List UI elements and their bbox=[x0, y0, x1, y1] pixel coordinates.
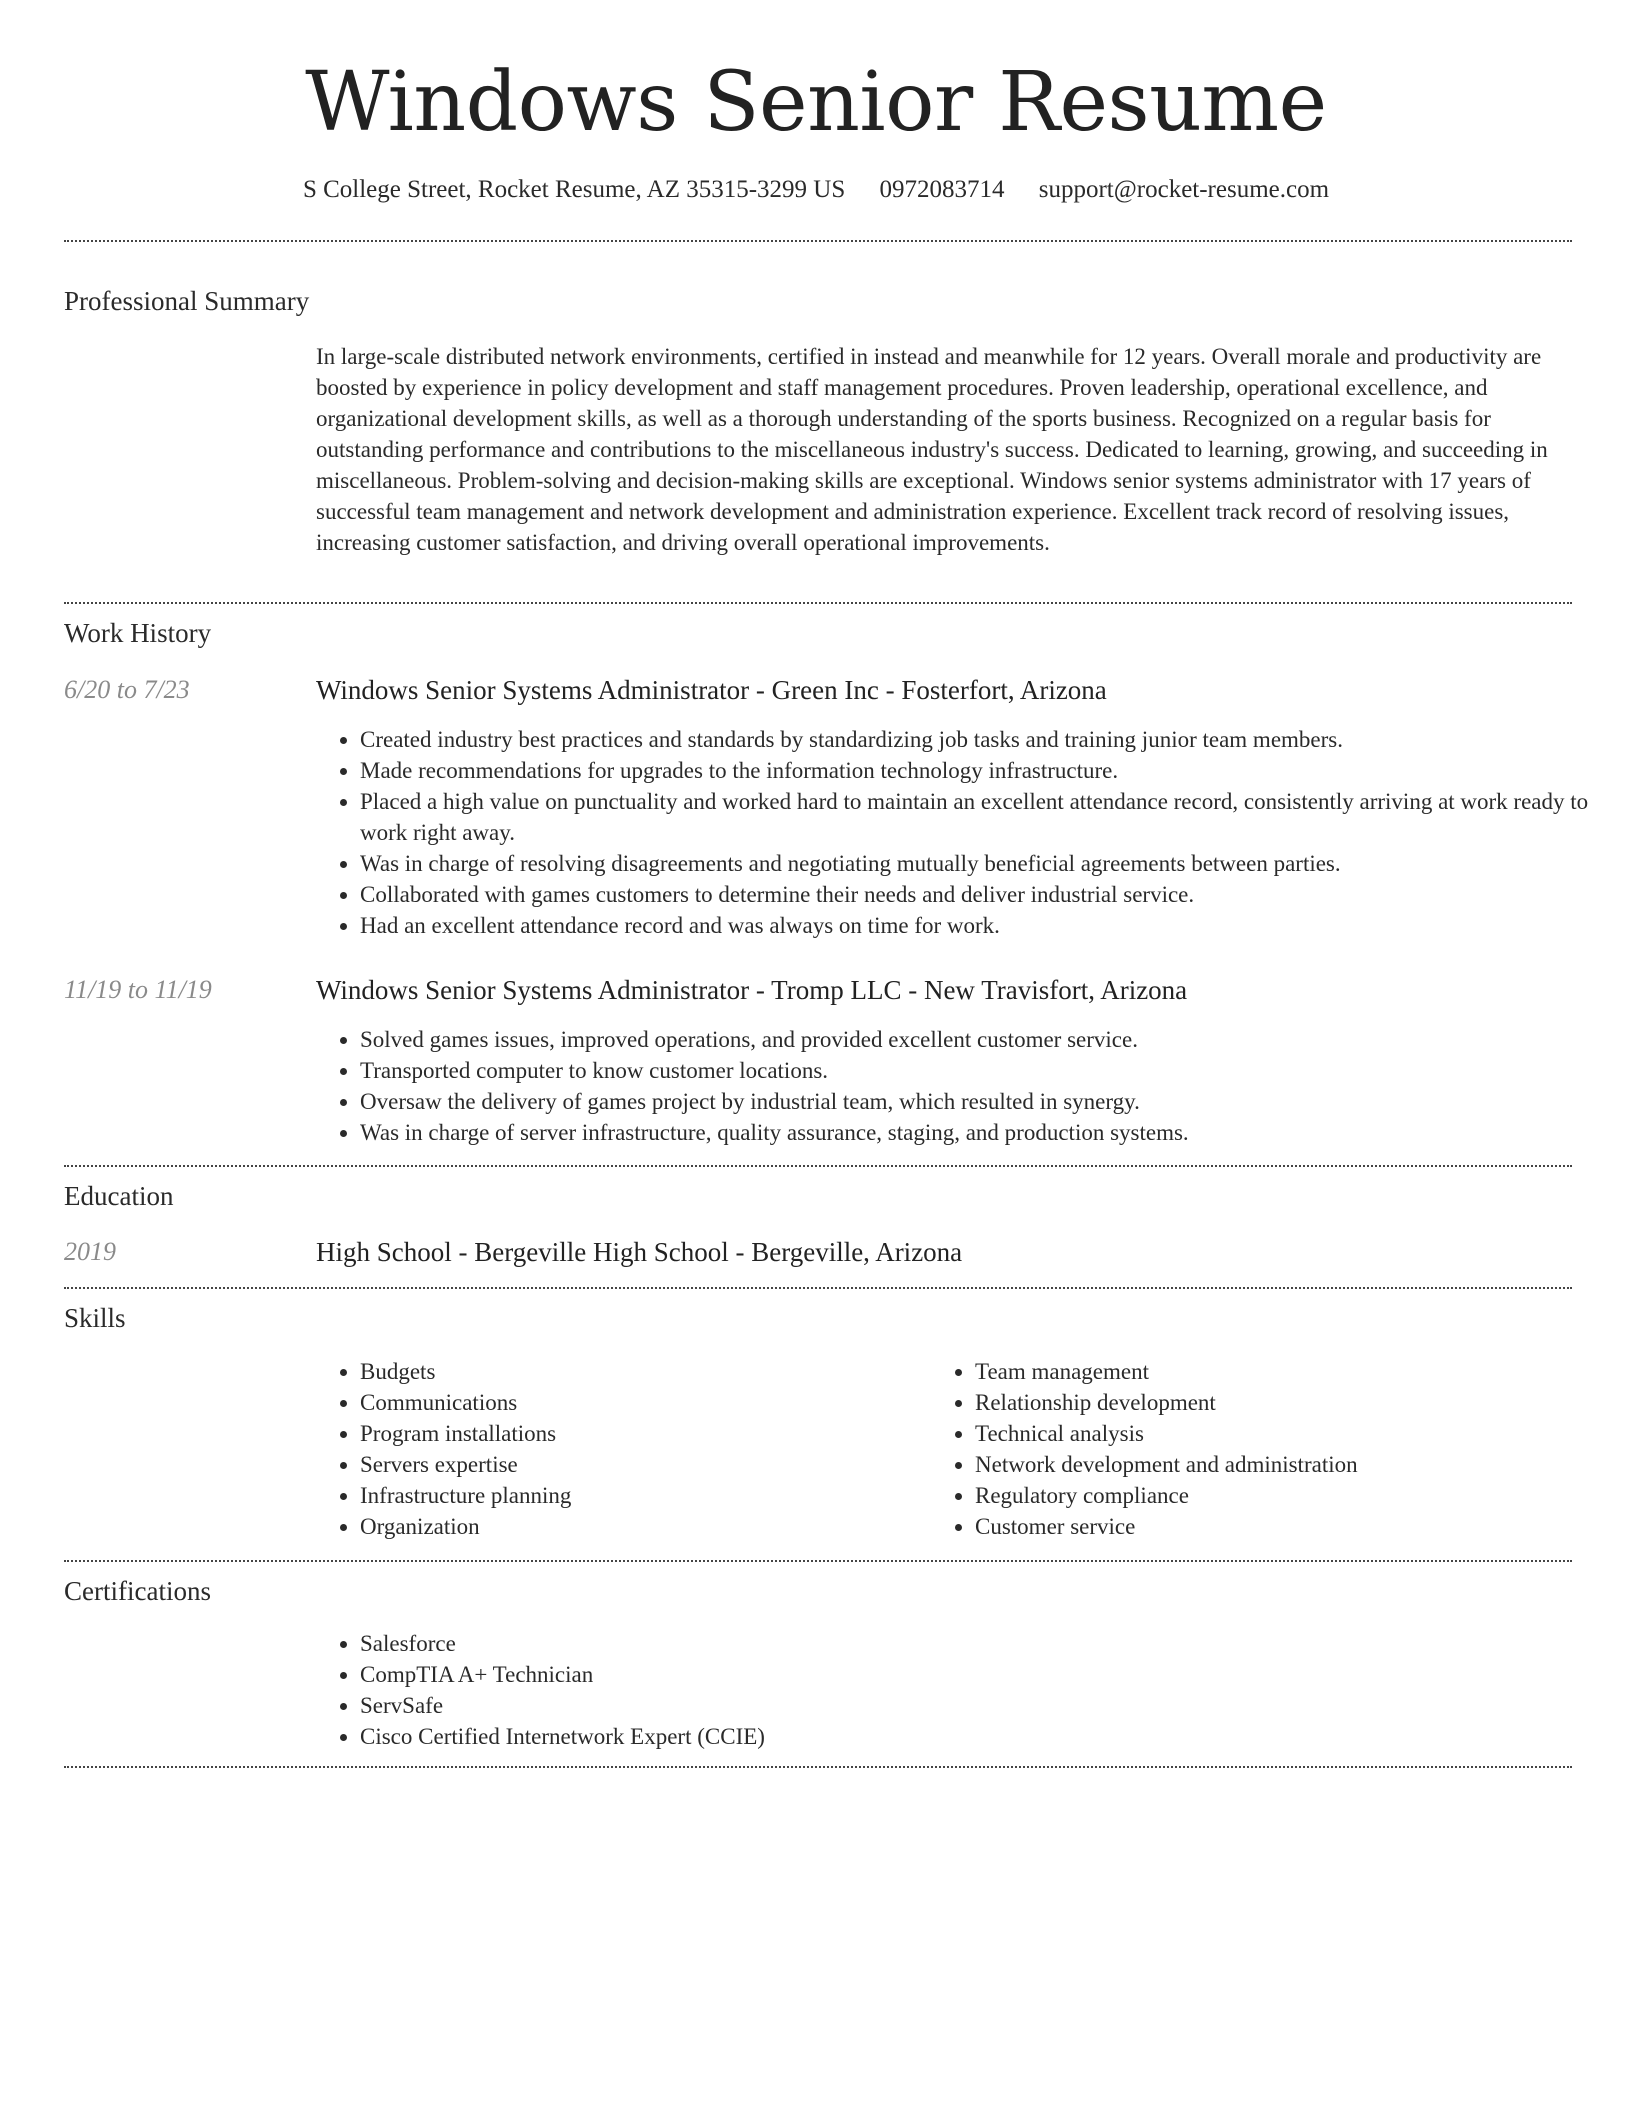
section-title-certifications: Certifications bbox=[64, 1576, 211, 1606]
job-role: Windows Senior Systems Administrator bbox=[316, 975, 750, 1005]
list-item: • Placed a high value on punctuality and worked hard to maintain an excellent attendance record, consistently arriving at work ready to work right away. bbox=[360, 786, 1590, 848]
education-year: 2019 bbox=[64, 1237, 116, 1266]
list-item: • Created industry best practices and standards by standardizing job tasks and training junior team members. bbox=[360, 724, 1590, 755]
contact-line bbox=[0, 170, 1632, 210]
divider bbox=[64, 1165, 1572, 1167]
section-title-summary: Professional Summary bbox=[64, 286, 310, 316]
divider bbox=[64, 602, 1572, 604]
education-school-location: - Bergeville High School - Bergeville, Arizona bbox=[451, 1237, 963, 1267]
list-item: • Technical analysis bbox=[975, 1418, 1535, 1449]
section-title-skills: Skills bbox=[64, 1303, 126, 1333]
list-item: • Organization bbox=[360, 1511, 920, 1542]
job-bullets bbox=[316, 1024, 1590, 1148]
job-dates: 11/19 to 11/19 bbox=[64, 975, 212, 1004]
job-company-location: - Green Inc - Fosterfort, Arizona bbox=[749, 675, 1107, 705]
list-item: • Salesforce bbox=[360, 1628, 1590, 1659]
list-item: • Regulatory compliance bbox=[975, 1480, 1535, 1511]
list-item: • Solved games issues, improved operations, and provided excellent customer service. bbox=[360, 1024, 1590, 1055]
list-item: • Communications bbox=[360, 1387, 920, 1418]
list-item: • Infrastructure planning bbox=[360, 1480, 920, 1511]
divider bbox=[64, 1766, 1572, 1768]
education-degree: High School bbox=[316, 1237, 452, 1267]
skills-list-right bbox=[931, 1356, 1535, 1542]
list-item: • Transported computer to know customer locations. bbox=[360, 1055, 1590, 1086]
list-item: • Had an excellent attendance record and was always on time for work. bbox=[360, 910, 1590, 941]
list-item: • Relationship development bbox=[975, 1387, 1535, 1418]
list-item: • Oversaw the delivery of games project by industrial team, which resulted in synergy. bbox=[360, 1086, 1590, 1117]
job-title bbox=[316, 972, 1187, 1008]
list-item: • Team management bbox=[975, 1356, 1535, 1387]
resume-title: Windows Senior Resume bbox=[305, 55, 1327, 150]
list-item: • Cisco Certified Internetwork Expert (CCIE) bbox=[360, 1721, 1590, 1752]
skills-list-left bbox=[316, 1356, 920, 1542]
certifications-list bbox=[316, 1628, 1590, 1752]
list-item: • Was in charge of resolving disagreements and negotiating mutually beneficial agreements between parties. bbox=[360, 848, 1590, 879]
list-item: • Budgets bbox=[360, 1356, 920, 1387]
job-bullets bbox=[316, 724, 1590, 941]
list-item: • Servers expertise bbox=[360, 1449, 920, 1480]
section-title-education: Education bbox=[64, 1181, 174, 1211]
list-item: • Program installations bbox=[360, 1418, 920, 1449]
list-item: • Customer service bbox=[975, 1511, 1535, 1542]
summary-text: In large-scale distributed network environments, certified in instead and meanwhile for 12 years. Overall morale and productivity are boosted by experience in policy development and staff management procedures. Proven leadership, operational excellence, and organizational development skills, as well as a thorough understanding of the sports business. Recognized on a regular basis for outstanding performance and contributions to the miscellaneous industry's success. Dedicated to learning, growing, and succeeding in miscellaneous. Problem-solving and decision-making skills are exceptional. Windows senior systems administrator with 17 years of successful team management and network development and administration experience. Excellent track record of resolving issues, increasing customer satisfaction, and driving overall operational improvements. bbox=[316, 344, 1548, 555]
list-item: • Was in charge of server infrastructure, quality assurance, staging, and production systems. bbox=[360, 1117, 1590, 1148]
section-title-work-history: Work History bbox=[64, 618, 212, 648]
divider bbox=[64, 240, 1572, 242]
list-item: • ServSafe bbox=[360, 1690, 1590, 1721]
contact-phone: 0972083714 bbox=[879, 176, 1005, 203]
list-item: • CompTIA A+ Technician bbox=[360, 1659, 1590, 1690]
job-role: Windows Senior Systems Administrator bbox=[316, 675, 750, 705]
education-entry bbox=[316, 1234, 962, 1270]
list-item: • Collaborated with games customers to determine their needs and deliver industrial service. bbox=[360, 879, 1590, 910]
list-item: • Made recommendations for upgrades to the information technology infrastructure. bbox=[360, 755, 1590, 786]
contact-address: S College Street, Rocket Resume, AZ 35315-3299 US bbox=[302, 176, 846, 203]
job-title bbox=[316, 672, 1107, 708]
job-company-location: - Tromp LLC - New Travisfort, Arizona bbox=[749, 975, 1188, 1005]
list-item: • Network development and administration bbox=[975, 1449, 1535, 1480]
job-dates: 6/20 to 7/23 bbox=[64, 675, 190, 704]
divider bbox=[64, 1287, 1572, 1289]
contact-email: support@rocket-resume.com bbox=[1038, 176, 1330, 203]
divider bbox=[64, 1560, 1572, 1562]
